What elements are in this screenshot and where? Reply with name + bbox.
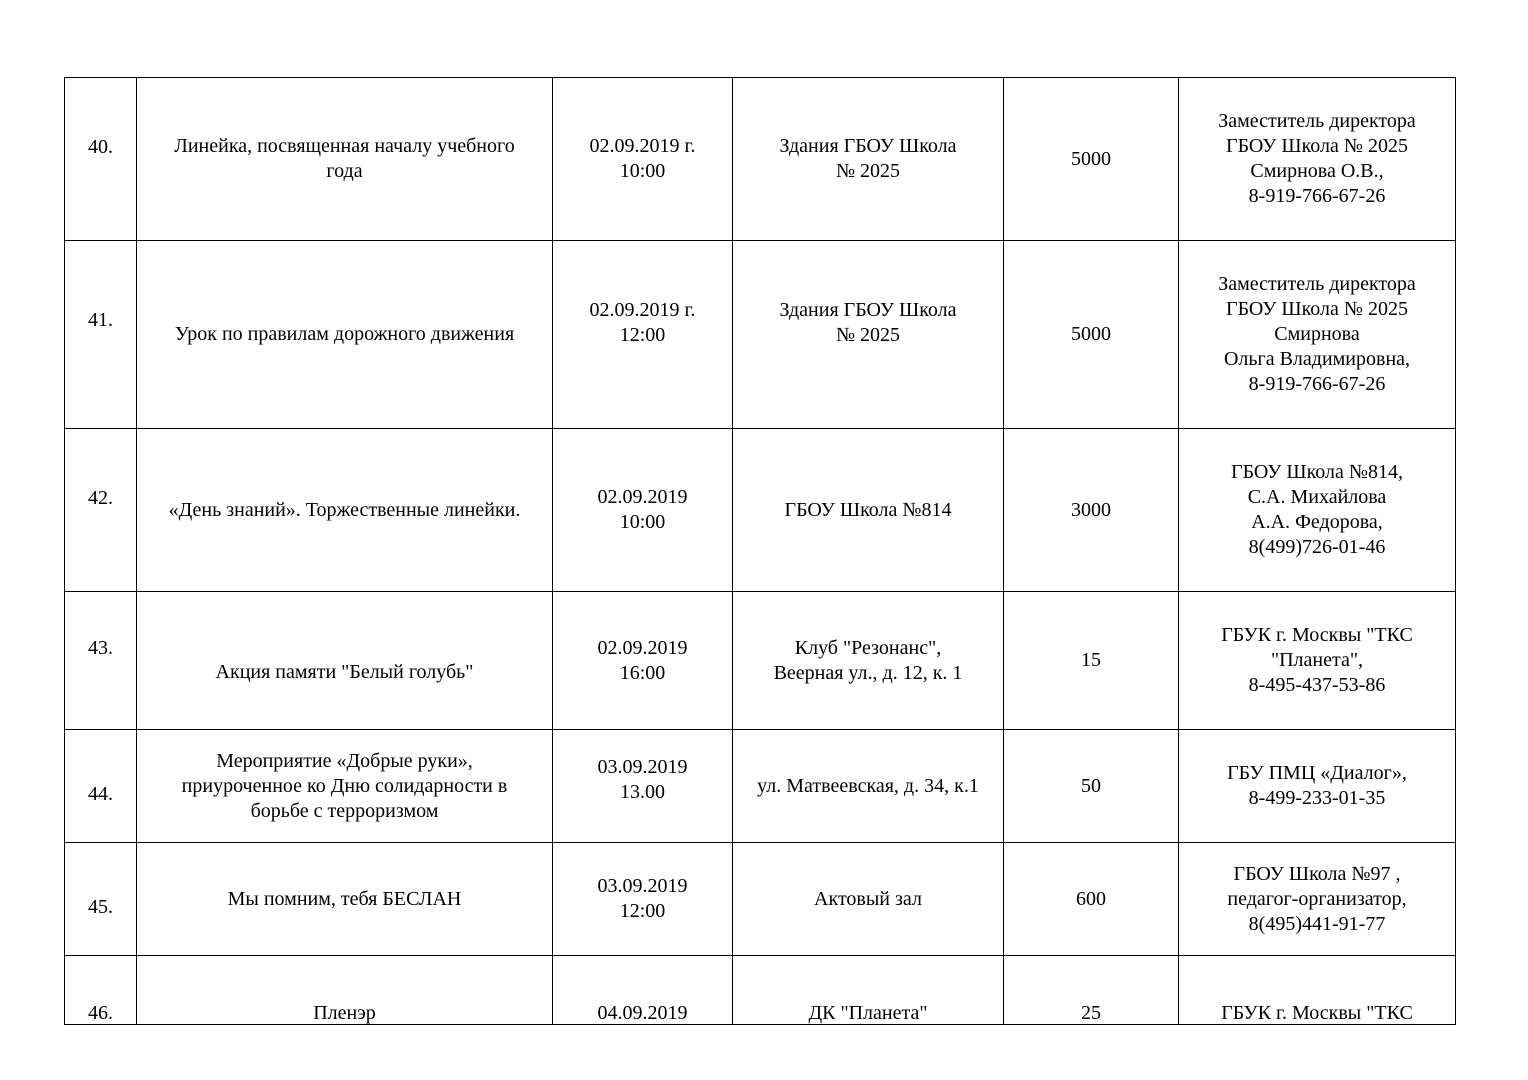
- event-place-cell: [733, 730, 1004, 843]
- event-name-line: года: [326, 160, 363, 182]
- event-place-cell: [733, 592, 1004, 730]
- event-date-line: 02.09.2019 г.: [589, 298, 696, 321]
- responsible-cell: [1179, 592, 1456, 730]
- row-number: 41.: [88, 309, 113, 331]
- row-number: 46.: [88, 1002, 113, 1024]
- participants-count: 3000: [1071, 498, 1111, 521]
- responsible-line: Заместитель директора: [1218, 110, 1416, 132]
- event-place-line: Здания ГБОУ Школа: [779, 135, 957, 157]
- responsible-cell: [1179, 78, 1456, 241]
- event-name-line: Акция памяти "Белый голубь": [215, 661, 474, 683]
- participants-count-cell: [1004, 592, 1179, 730]
- responsible-line: педагог-организатор,: [1227, 887, 1407, 910]
- table-row: [65, 592, 1456, 730]
- participants-count-cell: [1004, 78, 1179, 241]
- event-name-line: борьбе с терроризмом: [250, 799, 439, 822]
- responsible-line: Ольга Владимировна,: [1223, 348, 1411, 370]
- table-row: [65, 956, 1456, 1025]
- event-place-cell: [733, 429, 1004, 592]
- event-time-line: 13.00: [620, 781, 665, 803]
- responsible-cell: [1179, 241, 1456, 429]
- event-place-line: № 2025: [835, 160, 901, 182]
- event-place-line: Здания ГБОУ Школа: [779, 298, 957, 321]
- event-date-line: 02.09.2019: [597, 486, 688, 508]
- event-name-cell: [137, 956, 553, 1025]
- event-place-line: № 2025: [835, 323, 901, 346]
- event-name-cell: [137, 843, 553, 956]
- row-number-cell: [65, 78, 137, 241]
- participants-count-cell: [1004, 429, 1179, 592]
- responsible-cell: [1179, 730, 1456, 843]
- table-row: [65, 843, 1456, 956]
- event-place-cell: [733, 78, 1004, 241]
- event-date-line: 02.09.2019 г.: [589, 135, 696, 157]
- responsible-phone: 8-495-437-53-86: [1248, 674, 1386, 696]
- participants-count: 25: [1081, 1002, 1101, 1024]
- participants-count-cell: [1004, 843, 1179, 956]
- event-place-line: Клуб "Резонанс",: [794, 636, 942, 659]
- row-number-cell: [65, 592, 137, 730]
- responsible-line: Заместитель директора: [1218, 273, 1416, 295]
- event-name-line: «День знаний». Торжественные линейки.: [168, 498, 521, 521]
- event-name-cell: [137, 730, 553, 843]
- participants-count: 600: [1076, 887, 1106, 910]
- event-time-line: 16:00: [619, 661, 666, 684]
- row-number-cell: [65, 429, 137, 592]
- event-time-line: 10:00: [619, 160, 666, 182]
- event-place-cell: [733, 956, 1004, 1025]
- responsible-line: ГБУ ПМЦ «Диалог»,: [1227, 762, 1407, 784]
- event-time-line: 12:00: [619, 900, 666, 922]
- event-name-cell: [137, 592, 553, 730]
- row-number: 40.: [88, 135, 113, 158]
- responsible-line: Смирнова О.В.,: [1250, 160, 1384, 182]
- responsible-line: ГБОУ Школа №814,: [1231, 461, 1403, 483]
- responsible-phone: 8(499)726-01-46: [1248, 536, 1386, 558]
- event-date-cell: [553, 843, 733, 956]
- responsible-line: ГБОУ Школа № 2025: [1226, 298, 1408, 320]
- row-number: 42.: [88, 486, 113, 509]
- responsible-phone: 8-919-766-67-26: [1248, 373, 1386, 395]
- responsible-phone: 8(495)441-91-77: [1248, 912, 1386, 935]
- table-row: [65, 429, 1456, 592]
- responsible-line: ГБОУ Школа № 2025: [1226, 135, 1408, 157]
- responsible-line: А.А. Федорова,: [1251, 511, 1383, 533]
- event-name-cell: [137, 78, 553, 241]
- event-date-cell: [553, 730, 733, 843]
- responsible-line: ГБУК г. Москвы "ТКС: [1221, 1002, 1413, 1024]
- row-number-cell: [65, 241, 137, 429]
- row-number: 44.: [88, 782, 113, 805]
- events-table: [64, 77, 1456, 1025]
- event-time-line: 10:00: [619, 511, 666, 533]
- event-name-cell: [137, 429, 553, 592]
- row-number-cell: [65, 843, 137, 956]
- row-number-cell: [65, 956, 137, 1025]
- event-name-line: Мероприятие «Добрые руки»,: [216, 749, 473, 772]
- event-place-cell: [733, 241, 1004, 429]
- table-row: [65, 78, 1456, 241]
- event-date-cell: [553, 429, 733, 592]
- responsible-cell: [1179, 429, 1456, 592]
- event-name-line: Линейка, посвященная началу учебного: [174, 135, 515, 157]
- event-date-cell: [553, 956, 733, 1025]
- participants-count-cell: [1004, 956, 1179, 1025]
- event-date-line: 03.09.2019: [597, 756, 688, 778]
- participants-count-cell: [1004, 730, 1179, 843]
- event-place-line: Веерная ул., д. 12, к. 1: [773, 661, 963, 684]
- row-number: 43.: [88, 637, 113, 659]
- row-number-cell: [65, 730, 137, 843]
- responsible-line: ГБУК г. Москвы "ТКС: [1221, 624, 1413, 646]
- event-name-line: Пленэр: [313, 1002, 376, 1024]
- event-date-cell: [553, 241, 733, 429]
- responsible-cell: [1179, 843, 1456, 956]
- event-place-line: ГБОУ Школа №814: [784, 498, 952, 521]
- responsible-line: Смирнова: [1274, 323, 1360, 345]
- event-date-line: 02.09.2019: [597, 636, 688, 659]
- responsible-line: С.А. Михайлова: [1247, 486, 1387, 508]
- table-row: [65, 241, 1456, 429]
- event-date-cell: [553, 592, 733, 730]
- responsible-line: ГБОУ Школа №97 ,: [1233, 862, 1401, 885]
- row-number: 45.: [88, 895, 113, 918]
- participants-count: 50: [1081, 774, 1101, 797]
- table-row: [65, 730, 1456, 843]
- event-name-line: Урок по правилам дорожного движения: [174, 323, 515, 345]
- participants-count: 5000: [1071, 323, 1111, 345]
- event-place-line: Актовый зал: [814, 887, 922, 910]
- event-place-line: ул. Матвеевская, д. 34, к.1: [757, 774, 979, 797]
- event-name-line: Мы помним, тебя БЕСЛАН: [227, 887, 462, 910]
- event-date-cell: [553, 78, 733, 241]
- participants-count: 5000: [1071, 147, 1111, 170]
- event-name-cell: [137, 241, 553, 429]
- event-place-cell: [733, 843, 1004, 956]
- responsible-phone: 8-919-766-67-26: [1248, 185, 1386, 207]
- event-name-line: приуроченное ко Дню солидарности в: [181, 774, 508, 797]
- event-date-line: 04.09.2019: [597, 1002, 688, 1024]
- participants-count-cell: [1004, 241, 1179, 429]
- responsible-line: "Планета",: [1270, 649, 1364, 671]
- event-place-line: ДК "Планета": [808, 1002, 928, 1024]
- responsible-cell: [1179, 956, 1456, 1025]
- event-date-line: 03.09.2019: [597, 875, 688, 897]
- responsible-phone: 8-499-233-01-35: [1248, 787, 1386, 809]
- participants-count: 15: [1081, 649, 1101, 671]
- events-table-body: [65, 78, 1456, 1025]
- event-time-line: 12:00: [619, 323, 666, 346]
